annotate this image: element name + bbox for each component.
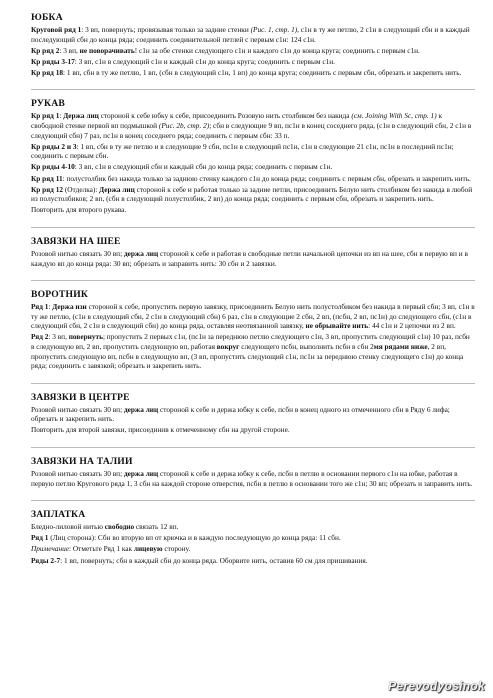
bold-run: не обрывайте нить [305, 321, 369, 331]
text-run: связать 12 вп. [134, 522, 179, 532]
bold-run: Держа лиц [99, 184, 135, 194]
text-run: ! с1н за обе стенки следующего с1н и каждого с1н до конца круга; соединить с первым с1н. [134, 45, 420, 55]
bold-run: лицевую [133, 544, 163, 554]
text-run: : Отметьте Ряд 1 как [69, 544, 134, 554]
section-neck-ties [31, 227, 475, 268]
section-patch [31, 500, 475, 565]
text-run: стороной к себе и работая в свободные петли начальной цепочки из вп на шее, сбн в первую вп и в каждую вп до конца ряда: 30 вп; обрезать и заправить нить: 30 сбн и 2 завязки. [31, 248, 468, 268]
paragraph [31, 425, 475, 435]
text-run: стороной к себе и работая только за задние петли, присоединить Белую нить столбиком без накида в любой из полустолбиков; 2 вп, (сбн в следующий полустолбик, 2 вп) до конца ряда; соединить с первым сбн, обрезать и закрепить нить. [31, 184, 473, 204]
paragraph [31, 556, 475, 566]
paragraph [31, 544, 475, 554]
paragraph [31, 25, 475, 44]
text-run: к свободной стенке первой вп подмышкой [31, 111, 443, 131]
bold-run: мя рядами ниже [373, 341, 428, 351]
bold-run: Кр ряды 4-10 [31, 162, 75, 172]
bold-run: Кр ряд 11 [31, 173, 63, 183]
bold-run: Держа лиц [63, 111, 99, 121]
paragraph [31, 249, 475, 268]
bold-run: не поворачивать [79, 45, 135, 55]
text-run: , 2 вп, пропустить следующую вп, псбн в следующую вп, (3 вп, пропустить следующий с1н, пс1н за переднюю стенку следующего с1н) до конца ряда; соединить с завязкой; обрезать и закрепить нить. [31, 341, 464, 371]
text-run: (Отделка): [63, 184, 100, 194]
italic-run: Примечание [31, 544, 70, 554]
text-run: : 1 вп, повернуть; сбн в каждый сбн до конца ряда. Оборвите нить, оставив 60 см для пришивания. [60, 555, 368, 565]
bold-run: Держа изн [52, 302, 87, 312]
section-title: ЗАВЯЗКИ НА ШЕЕ [31, 227, 475, 247]
text-run: стороной к себе юбку к себе, присоединить Розовую нить столбиком без накида [98, 111, 352, 121]
paragraph [31, 533, 475, 543]
section-title: ЗАВЯЗКИ В ЦЕНТРЕ [31, 383, 475, 403]
text-run: Бледно-лиловой нитью [31, 522, 105, 532]
section-title: РУКАВ [31, 89, 475, 109]
text-run: : [48, 302, 53, 312]
section-sleeve [31, 89, 475, 214]
text-run: Розовой нитью связать 30 вп; [31, 248, 124, 258]
bold-run: Кр ряды 3-17 [31, 56, 75, 66]
paragraph [31, 46, 475, 56]
text-run: Розовой нитью связать 30 вп; [31, 469, 124, 479]
text-run: , с1н в ту же петлю, 2 с1н в следующий сбн и в каждый последующий сбн до конца ряда; соединить соединительной петлей с первым с1н: 124 с1н. [31, 25, 470, 44]
text-run: стороной к себе и держа юбку к себе, псбн в петлю в основании первого с1н на юбке, работая в первую петлю Кругового ряда 1, 3 сбн на каждой стороне отверстия, псбн в петлю в основании того же с1н; 30 вп; обрезать и заправить нить. [31, 469, 473, 488]
text-run: : 3 вп, [59, 45, 80, 55]
text-run: : [59, 111, 64, 121]
bold-run: держа лиц [123, 404, 159, 414]
watermark: Perevodyosinok [388, 679, 485, 693]
bold-run: вокруг [216, 341, 240, 351]
instruction-document [31, 12, 475, 577]
paragraph [31, 111, 475, 140]
section-title: ВОРОТНИК [31, 280, 475, 300]
text-run: : 3 вп, [48, 332, 69, 342]
text-run: Розовой нитью связать 30 вп; [31, 404, 124, 414]
bold-run: Ряд 1 [31, 302, 49, 312]
text-run: сторону. [162, 544, 191, 554]
bold-run: свободно [104, 522, 135, 532]
paragraph [31, 68, 475, 78]
section-collar [31, 280, 475, 371]
paragraph [31, 469, 475, 488]
italic-run: (Рис. 2b, стр. 2) [158, 121, 210, 131]
italic-run: (см. Joining With Sc, стр. 1) [351, 111, 437, 121]
italic-run: (Рис. 1, стр. 1) [250, 25, 298, 34]
text-run: : 44 с1н и 2 цепочки из 2 вп. [368, 321, 456, 331]
section-skirt [31, 12, 475, 77]
bold-run: держа лиц [123, 469, 159, 479]
text-run: Повторить для второго рукава. [31, 205, 127, 215]
text-run: стороной к себе и держа юбку к себе, псбн в конец одного из отмеченного сбн в Ряду 6 лифа; обрезать и закрепить нить. [31, 404, 450, 424]
paragraph [31, 302, 475, 331]
text-run: : 3 вп, с1н в следующий сбн и каждый сбн до конца ряда; соединить с первым с1н. [74, 162, 333, 172]
section-title: ЗАВЯЗКИ НА ТАЛИИ [31, 447, 475, 467]
section-title: ЮБКА [31, 12, 63, 23]
paragraph [31, 174, 475, 184]
text-run: Повторить для второй завязки, присоединив к отмеченному сбн на другой стороне. [31, 425, 290, 435]
bold-run: Ряд 1 [31, 533, 49, 543]
paragraph [31, 405, 475, 424]
paragraph [31, 332, 475, 370]
bold-run: Кр ряд 12 [31, 184, 63, 194]
bold-run: повернуть [68, 332, 103, 342]
text-run: : 3 вп, повернуть; провязывая только за задние стенки [81, 25, 251, 34]
bold-run: Кр ряды 2 и 3 [31, 141, 77, 151]
paragraph [31, 162, 475, 172]
text-run: : 1 вп, сбн в ту же петлю и в следующие 9 сбн, пс1н в следующий пс1н, с1н в следующие 21 с1н, пс1н в последний пс1н; соединить с первым сбн. [31, 141, 454, 161]
text-run: : 3 вп, с1н в следующий с1н и каждый с1н до конца круга; соединить с первым с1н. [74, 56, 335, 66]
section-center-ties [31, 383, 475, 435]
bold-run: держа лиц [123, 248, 159, 258]
text-run: : 1 вп, сбн в ту же петлю, 1 вп, (сбн в следующий с1н, 1 вп) до конца круга; соединить с первым сбн, обрезать и закрепить нить. [63, 67, 462, 77]
paragraph [31, 142, 475, 161]
paragraph [31, 57, 475, 67]
section-waist-ties [31, 447, 475, 488]
section-title: ЗАПЛАТКА [31, 500, 475, 520]
text-run: стороной к себе, пропустить первую завязку, присоединить Белую нить полустолбиком без накида в первый сбн; 3 вп, с1н в ту же петлю, (с1н в следующий сбн, 2 с1н в следующий сбн) 6 раз, с1н в следующие 2 сбн, 2 вп, (псбн, 2 вп, пс1н) до следующего сбн, (с1н в следующий сбн, 2 с1н в следующий сбн) до конца ряда, оставляя неотвязанной завязку, [31, 302, 475, 331]
bold-run: Круговой ряд 1 [31, 25, 82, 34]
bold-run: Ряд 2 [31, 332, 49, 342]
paragraph [31, 522, 475, 532]
bold-run: Кр ряд 2 [31, 45, 60, 55]
text-run: ; сбн в следующие 9 вп, пс1н в конец соседнего ряда, (с1н в следующий сбн, 2 с1н в следующий сбн) 7 раз, пс1н в конец соседнего ряда; соединить с первым сбн: 33 п. [31, 121, 472, 140]
text-run: (Лиц сторона): Сбн во вторую вп от крючка и в каждую последующую до конца ряда: 11 сбн. [48, 533, 341, 543]
bold-run: Кр ряд 1 [31, 111, 60, 121]
paragraph [31, 205, 475, 215]
text-run: следующего псбн, выполнить псбн в сбн 2 [239, 341, 374, 351]
paragraph [31, 185, 475, 204]
bold-run: Кр ряд 18 [31, 67, 63, 77]
bold-run: Ряды 2-7 [31, 555, 61, 565]
text-run: ; пропустить 2 первых с1н, (пс1н за переднюю петлю следующего с1н, 3 вп, пропустить следующий с1н) 10 раз, псбн в следующую вп, 2 вп, пропустить следующую вп, работая [31, 332, 470, 351]
text-run: : полустолбик без накида только за заднюю стенку каждого с1н до конца ряда; соединить с первым сбн, обрезать и закрепить нить. [62, 173, 471, 183]
